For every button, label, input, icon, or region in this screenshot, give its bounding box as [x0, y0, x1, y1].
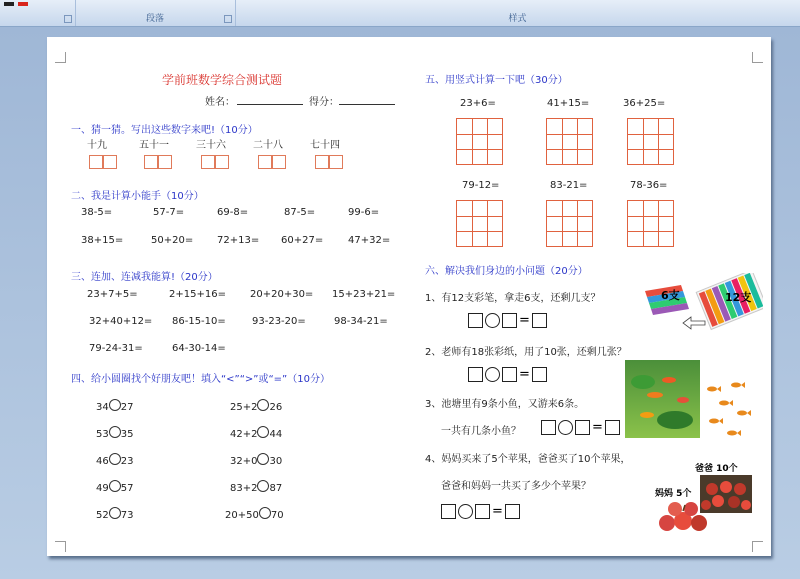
s2-problem: 47+32= [348, 235, 391, 246]
compare-circle[interactable] [257, 426, 269, 438]
equals-sign: = [492, 504, 503, 519]
s3-problem: 23+7+5= [87, 289, 138, 300]
s5-problem: 78-36= [630, 180, 668, 191]
crayons-illustration [643, 273, 763, 335]
ribbon [0, 0, 800, 27]
s5-problem: 36+25= [623, 98, 666, 109]
s1-item: 七十四 [310, 140, 340, 151]
s2-problem: 38+15= [81, 235, 124, 246]
compare-circle[interactable] [259, 507, 271, 519]
section-4-heading: 四、给小圆圈找个好朋友吧！填入“<”“>”或“=”（10分） [71, 374, 330, 385]
compare-circle[interactable] [109, 507, 121, 519]
s2-problem: 69-8= [217, 207, 249, 218]
score-blank[interactable] [339, 104, 395, 105]
s5-work-grid[interactable] [546, 118, 593, 165]
ribbon-group-paragraph [75, 0, 236, 26]
s6-question-3a: 3、池塘里有9条小鱼，又游来6条。 [425, 399, 585, 410]
s4-left-value: 49 [96, 483, 109, 494]
s4-right-value: 73 [120, 510, 134, 521]
s1-answer-box[interactable] [144, 155, 172, 169]
s1-answer-box[interactable] [89, 155, 117, 169]
s3-problem: 32+40+12= [89, 316, 153, 327]
compare-circle[interactable] [257, 480, 269, 492]
s4-compare-row[interactable] [96, 453, 133, 467]
s6-answer-2[interactable] [468, 367, 547, 382]
s4-right-value: 70 [270, 510, 284, 521]
styles-group-label: 样式 [508, 14, 527, 24]
s4-left-value: 46 [96, 456, 109, 467]
name-label: 姓名： [205, 97, 235, 108]
s1-item: 五十一 [139, 140, 169, 151]
s4-left-value: 20+50 [225, 510, 259, 521]
s4-compare-row[interactable] [96, 399, 133, 413]
score-label: 得分： [309, 97, 339, 108]
s4-compare-row[interactable] [230, 453, 282, 467]
s2-problem: 60+27= [281, 235, 324, 246]
crop-mark-tr [752, 52, 763, 63]
name-blank[interactable] [237, 104, 303, 105]
s6-question-3b: 一共有几条小鱼？ [441, 426, 521, 437]
s3-problem: 98-34-21= [334, 316, 388, 327]
compare-circle[interactable] [109, 426, 121, 438]
s4-left-value: 83+2 [230, 483, 258, 494]
s3-problem: 15+23+21= [332, 289, 396, 300]
s4-right-value: 27 [120, 402, 134, 413]
s2-problem: 99-6= [348, 207, 380, 218]
s5-work-grid[interactable] [456, 118, 503, 165]
s1-item: 二十八 [253, 140, 283, 151]
s4-left-value: 32+0 [230, 456, 258, 467]
equals-sign: = [519, 313, 530, 328]
crop-mark-tl [55, 52, 66, 63]
s4-left-value: 42+2 [230, 429, 258, 440]
s2-problem: 87-5= [284, 207, 316, 218]
s5-work-grid[interactable] [627, 200, 674, 247]
label-6: 6支 [661, 289, 680, 302]
s3-problem: 93-23-20= [252, 316, 306, 327]
compare-circle[interactable] [257, 453, 269, 465]
s5-problem: 41+15= [547, 98, 590, 109]
s6-answer-3[interactable] [541, 420, 620, 435]
apples-illustration [657, 499, 709, 535]
document-workspace[interactable] [0, 27, 800, 579]
s4-right-value: 57 [120, 483, 134, 494]
label-mom: 妈妈 5个 [655, 489, 692, 499]
s3-problem: 2+15+16= [169, 289, 226, 300]
s5-work-grid[interactable] [627, 118, 674, 165]
s5-work-grid[interactable] [456, 200, 503, 247]
s5-work-grid[interactable] [546, 200, 593, 247]
s4-right-value: 35 [120, 429, 134, 440]
s3-problem: 64-30-14= [172, 343, 226, 354]
font-launcher-icon[interactable] [64, 15, 72, 23]
s4-right-value: 26 [269, 402, 283, 413]
compare-circle[interactable] [109, 399, 121, 411]
section-1-heading: 一、猜一猜。写出这些数字来吧!（10分） [71, 125, 258, 136]
equals-sign: = [519, 367, 530, 382]
compare-circle[interactable] [109, 480, 121, 492]
s4-left-value: 34 [96, 402, 109, 413]
s6-question-1: 1、有12支彩笔，拿走6支，还剩几支？ [425, 293, 601, 304]
section-2-heading: 二、我是计算小能手（10分） [71, 191, 204, 202]
s4-compare-row[interactable] [230, 480, 282, 494]
compare-circle[interactable] [257, 399, 269, 411]
s3-problem: 86-15-10= [172, 316, 226, 327]
s5-problem: 23+6= [460, 98, 496, 109]
label-dad: 爸爸 10个 [695, 464, 738, 474]
s6-answer-1[interactable] [468, 313, 547, 328]
s4-compare-row[interactable] [230, 426, 282, 440]
section-3-heading: 三、连加、连减我能算!（20分） [71, 272, 218, 283]
s4-right-value: 87 [269, 483, 283, 494]
s1-answer-box[interactable] [315, 155, 343, 169]
crop-mark-bl [55, 541, 66, 552]
s2-problem: 38-5= [81, 207, 113, 218]
document-page[interactable] [47, 37, 771, 556]
paragraph-group-label: 段落 [145, 14, 164, 24]
s4-right-value: 30 [269, 456, 283, 467]
s5-problem: 83-21= [550, 180, 588, 191]
section-5-heading: 五、用竖式计算一下吧（30分） [425, 75, 568, 86]
crop-mark-br [752, 541, 763, 552]
s3-problem: 79-24-31= [89, 343, 143, 354]
compare-circle[interactable] [109, 453, 121, 465]
section-6-heading: 六、解决我们身边的小问题（20分） [425, 266, 588, 277]
s6-question-4a: 4、妈妈买来了5个苹果，爸爸买了10个苹果， [425, 454, 631, 465]
s4-compare-row[interactable] [225, 507, 284, 521]
s1-item: 十九 [87, 140, 107, 151]
s4-left-value: 52 [96, 510, 109, 521]
s6-answer-4[interactable] [441, 504, 520, 519]
s2-problem: 50+20= [151, 235, 194, 246]
ribbon-group-font [0, 0, 76, 26]
s6-question-4b: 爸爸和妈妈一共买了多少个苹果？ [441, 481, 591, 492]
s2-problem: 57-7= [153, 207, 185, 218]
s4-compare-row[interactable] [230, 399, 282, 413]
s1-answer-box[interactable] [258, 155, 286, 169]
ribbon-group-styles [235, 0, 800, 26]
s4-compare-row[interactable] [96, 426, 133, 440]
s3-problem: 20+20+30= [250, 289, 314, 300]
s2-problem: 72+13= [217, 235, 260, 246]
s6-question-2: 2、老师有18张彩纸，用了10张，还剩几张？ [425, 347, 627, 358]
s4-compare-row[interactable] [96, 507, 133, 521]
s1-answer-box[interactable] [201, 155, 229, 169]
label-12: 12支 [725, 291, 752, 304]
goldfish-illustration [702, 377, 752, 441]
s4-right-value: 44 [269, 429, 283, 440]
doc-title: 学前班数学综合测试题 [162, 73, 283, 87]
equals-sign: = [592, 420, 603, 435]
s4-left-value: 53 [96, 429, 109, 440]
pond-fish-illustration [625, 360, 700, 438]
paragraph-launcher-icon[interactable] [224, 15, 232, 23]
s4-right-value: 23 [120, 456, 134, 467]
s4-left-value: 25+2 [230, 402, 258, 413]
s5-problem: 79-12= [462, 180, 500, 191]
s1-item: 三十六 [196, 140, 226, 151]
s4-compare-row[interactable] [96, 480, 133, 494]
